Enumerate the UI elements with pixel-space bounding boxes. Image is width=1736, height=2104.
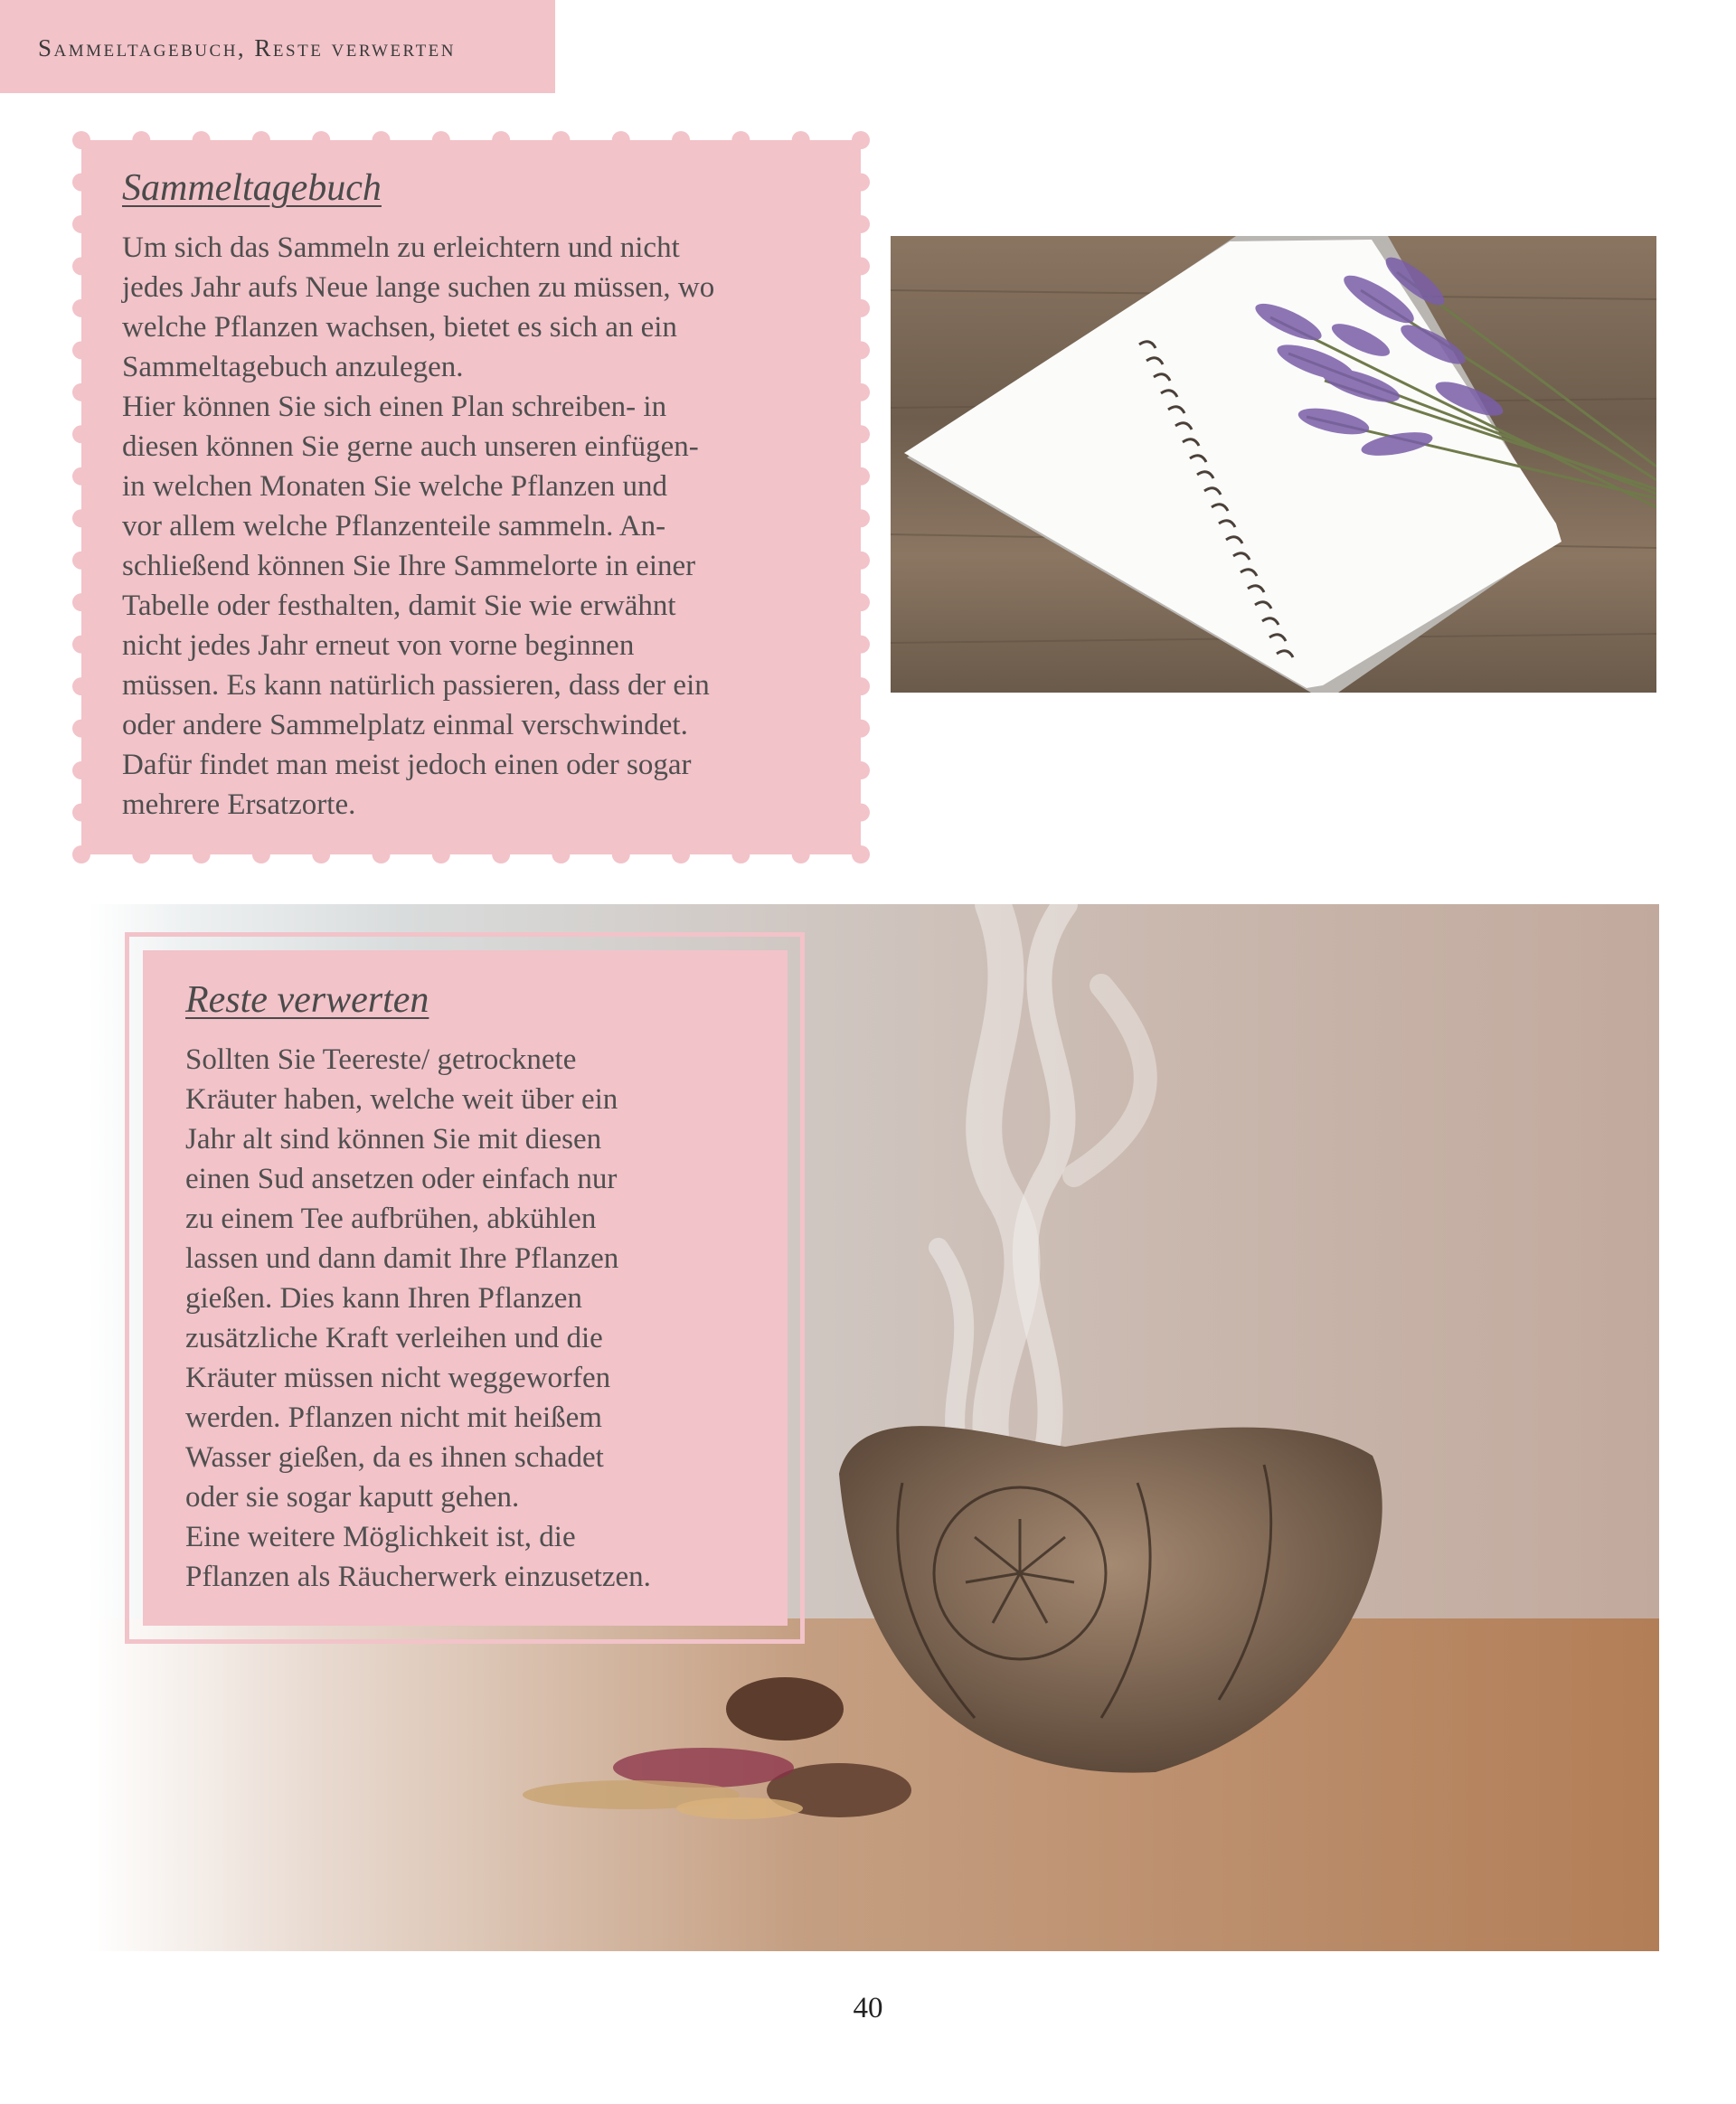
text-line: gießen. Dies kann Ihren Pflanzen — [185, 1282, 582, 1315]
text-line: Kräuter haben, welche weit über ein — [185, 1083, 618, 1116]
text-line: müssen. Es kann natürlich passieren, dass der ein — [122, 669, 710, 702]
text-line: mehrere Ersatzorte. — [122, 788, 356, 821]
notebook-lavender-photo — [891, 236, 1656, 693]
text-line: Sammeltagebuch anzulegen. — [122, 351, 464, 383]
text-line: Um sich das Sammeln zu erleichtern und nicht — [122, 231, 680, 264]
text-line: nicht jedes Jahr erneut von vorne beginnen — [122, 629, 635, 662]
text-line: Tabelle oder festhalten, damit Sie wie erwähnt — [122, 590, 676, 622]
text-line: schließend können Sie Ihre Sammelorte in einer — [122, 550, 696, 582]
text-line: oder andere Sammelplatz einmal verschwindet. — [122, 709, 688, 741]
text-line: Dafür findet man meist jedoch einen oder sogar — [122, 749, 692, 781]
text-line: Eine weitere Möglichkeit ist, die — [185, 1521, 576, 1553]
sammeltagebuch-title: Sammeltagebuch — [122, 167, 382, 209]
text-line: jedes Jahr aufs Neue lange suchen zu müssen, wo — [122, 271, 715, 304]
text-line: Jahr alt sind können Sie mit diesen — [185, 1123, 602, 1156]
text-line: Wasser gießen, da es ihnen schadet — [185, 1441, 604, 1474]
text-line: Pflanzen als Räucherwerk einzusetzen. — [185, 1561, 651, 1593]
smoke-icon — [939, 904, 1146, 1483]
sammeltagebuch-text — [122, 228, 845, 825]
text-line: Sollten Sie Teereste/ getrocknete — [185, 1043, 577, 1076]
text-line: diesen können Sie gerne auch unseren einfügen- — [122, 430, 699, 463]
text-line: in welchen Monaten Sie welche Pflanzen und — [122, 470, 667, 503]
text-line: oder sie sogar kaputt gehen. — [185, 1481, 520, 1514]
text-line: lassen und dann damit Ihre Pflanzen — [185, 1242, 619, 1275]
text-line: Hier können Sie sich einen Plan schreiben- in — [122, 391, 667, 423]
page-number: 40 — [853, 1992, 883, 2024]
text-line: zusätzliche Kraft verleihen und die — [185, 1322, 603, 1354]
text-line: werden. Pflanzen nicht mit heißem — [185, 1401, 602, 1434]
text-line: einen Sud ansetzen oder einfach nur — [185, 1163, 618, 1195]
reste-verwerten-text — [185, 1040, 782, 1597]
text-line: zu einem Tee aufbrühen, abkühlen — [185, 1203, 597, 1235]
text-line: vor allem welche Pflanzenteile sammeln. An- — [122, 510, 666, 543]
text-line: welche Pflanzen wachsen, bietet es sich an ein — [122, 311, 677, 344]
running-header-title: Sammeltagebuch, Reste verwerten — [38, 34, 457, 61]
text-line: Kräuter müssen nicht weggeworfen — [185, 1362, 611, 1394]
reste-verwerten-title: Reste verwerten — [185, 979, 429, 1021]
running-header — [0, 0, 555, 93]
